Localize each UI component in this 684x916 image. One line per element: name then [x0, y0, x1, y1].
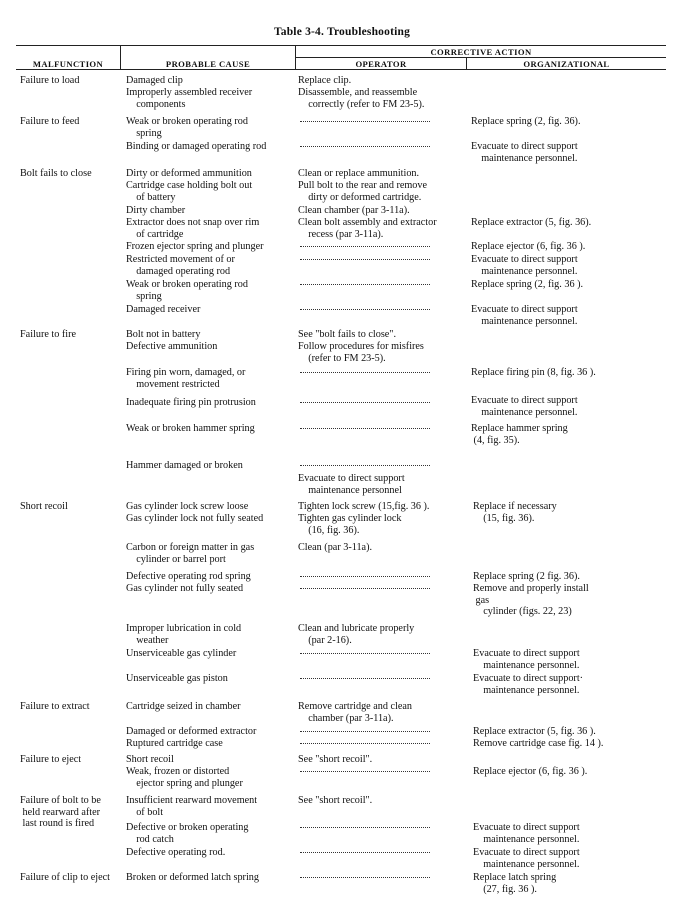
malfunction-cell: Short recoil: [20, 501, 68, 512]
malfunction-cell: Failure to feed: [20, 116, 80, 127]
malfunction-cell: Failure to extract: [20, 701, 90, 712]
operator-leader: [300, 877, 430, 878]
cause-cell: Defective or broken operating rod catch: [126, 822, 249, 845]
operator-cell: Replace clip.: [298, 75, 352, 86]
cause-cell: Firing pin worn, damaged, or movement restricted: [126, 367, 246, 390]
cause-cell: Inadequate firing pin protrusion: [126, 397, 256, 408]
operator-leader: [300, 121, 430, 122]
cause-cell: Weak or broken hammer spring: [126, 423, 255, 434]
cause-cell: Bolt not in battery: [126, 329, 201, 340]
organizational-cell: Evacuate to direct support maintenance personnel.: [471, 304, 578, 327]
operator-cell: Clean and lubricate properly (par 2-16).: [298, 623, 415, 646]
organizational-cell: Evacuate to direct support maintenance personnel.: [473, 822, 580, 845]
cause-cell: Improper lubrication in cold weather: [126, 623, 242, 646]
operator-leader: [300, 852, 430, 853]
organizational-cell: Evacuate to direct support maintenance personnel.: [471, 141, 578, 164]
cause-cell: Dirty chamber: [126, 205, 186, 216]
operator-cell: Follow procedures for misfires (refer to FM 23-5).: [298, 341, 424, 364]
operator-cell: Clean (par 3-11a).: [298, 542, 373, 553]
organizational-cell: Replace ejector (6, fig. 36 ).: [473, 766, 588, 777]
malfunction-cell: Bolt fails to close: [20, 168, 92, 179]
cause-cell: Cartridge case holding bolt out of battery: [126, 180, 253, 203]
cause-cell: Broken or deformed latch spring: [126, 872, 259, 883]
organizational-cell: Replace extractor (5, fig. 36).: [471, 217, 592, 228]
operator-cell: Tighten lock screw (15,fig. 36 ).: [298, 501, 430, 512]
operator-leader: [300, 588, 430, 589]
operator-leader: [300, 678, 430, 679]
organizational-cell: Evacuate to direct support maintenance personnel.: [473, 648, 580, 671]
cause-cell: Extractor does not snap over rim of cartridge: [126, 217, 260, 240]
malfunction-cell: Failure of clip to eject: [20, 872, 110, 883]
organizational-cell: Evacuate to direct support maintenance personnel.: [471, 254, 578, 277]
header-top-rule: [16, 45, 666, 46]
cause-cell: Short recoil: [126, 754, 174, 765]
operator-leader: [300, 653, 430, 654]
cause-cell: Frozen ejector spring and plunger: [126, 241, 264, 252]
malfunction-cell: Failure to load: [20, 75, 80, 86]
operator-leader: [300, 259, 430, 260]
operator-cell: See "short recoil".: [298, 754, 373, 765]
organizational-cell: Replace latch spring (27, fig. 36 ).: [473, 872, 557, 895]
header-bottom-rule: [16, 69, 666, 70]
cause-cell: Hammer damaged or broken: [126, 460, 243, 471]
operator-cell: Clean chamber (par 3-11a).: [298, 205, 410, 216]
cause-cell: Dirty or deformed ammunition: [126, 168, 252, 179]
operator-cell: Clean bolt assembly and extractor recess (par 3-11a).: [298, 217, 437, 240]
cause-cell: Weak or broken operating rod spring: [126, 279, 248, 302]
operator-leader: [300, 743, 430, 744]
organizational-cell: Replace spring (2 fig. 36).: [473, 571, 580, 582]
operator-leader: [300, 771, 430, 772]
cause-cell: Gas cylinder lock screw loose: [126, 501, 249, 512]
operator-leader: [300, 402, 430, 403]
operator-cell: Clean or replace ammunition.: [298, 168, 420, 179]
operator-leader: [300, 576, 430, 577]
header-corrective-action: CORRECTIVE ACTION: [430, 47, 532, 57]
operator-leader: [300, 428, 430, 429]
operator-cell: Tighten gas cylinder lock (16, fig. 36).: [298, 513, 402, 536]
organizational-cell: Remove cartridge case fig. 14 ).: [473, 738, 604, 749]
organizational-cell: Replace spring (2, fig. 36).: [471, 116, 581, 127]
cause-cell: Unserviceable gas piston: [126, 673, 228, 684]
malfunction-cell: Failure to fire: [20, 329, 77, 340]
cause-cell: Defective operating rod spring: [126, 571, 251, 582]
cause-cell: Damaged or deformed extractor: [126, 726, 257, 737]
header-organizational: ORGANIZATIONAL: [523, 59, 610, 69]
cause-cell: Gas cylinder not fully seated: [126, 583, 244, 594]
operator-cell: Remove cartridge and clean chamber (par 3-11a).: [298, 701, 412, 724]
organizational-cell: Replace firing pin (8, fig. 36 ).: [471, 367, 596, 378]
operator-leader: [300, 309, 430, 310]
operator-leader: [300, 731, 430, 732]
operator-cell: Evacuate to direct support maintenance personnel: [298, 473, 405, 496]
operator-cell: Pull bolt to the rear and remove dirty or deformed cartridge.: [298, 180, 428, 203]
organizational-cell: Remove and properly install gas cylinder (figs. 22, 23): [473, 583, 589, 618]
cause-cell: Insufficient rearward movement of bolt: [126, 795, 258, 818]
cause-cell: Carbon or foreign matter in gas cylinder or barrel port: [126, 542, 255, 565]
cause-cell: Weak, frozen or distorted ejector spring and plunger: [126, 766, 243, 789]
organizational-cell: Replace extractor (5, fig. 36 ).: [473, 726, 596, 737]
organizational-cell: Evacuate to direct support maintenance personnel.: [473, 847, 580, 870]
cause-cell: Cartridge seized in chamber: [126, 701, 241, 712]
header-operator: OPERATOR: [355, 59, 407, 69]
malfunction-cell: Failure to eject: [20, 754, 82, 765]
cause-cell: Defective operating rod.: [126, 847, 226, 858]
organizational-cell: Replace if necessary (15, fig. 36).: [473, 501, 557, 524]
operator-leader: [300, 246, 430, 247]
header-probable-cause: PROBABLE CAUSE: [165, 59, 251, 69]
organizational-cell: Evacuate to direct support· maintenance personnel.: [473, 673, 584, 696]
cause-cell: Damaged receiver: [126, 304, 201, 315]
cause-cell: Improperly assembled receiver components: [126, 87, 253, 110]
operator-cell: Disassemble, and reassemble correctly (refer to FM 23-5).: [298, 87, 425, 110]
cause-cell: Damaged clip: [126, 75, 183, 86]
organizational-cell: Replace spring (2, fig. 36 ).: [471, 279, 584, 290]
operator-leader: [300, 372, 430, 373]
cause-cell: Binding or damaged operating rod: [126, 141, 267, 152]
cause-cell: Gas cylinder lock not fully seated: [126, 513, 264, 524]
operator-leader: [300, 827, 430, 828]
organizational-cell: Evacuate to direct support maintenance personnel.: [471, 395, 578, 418]
cause-cell: Weak or broken operating rod spring: [126, 116, 248, 139]
organizational-cell: Replace hammer spring (4, fig. 35).: [471, 423, 568, 446]
corrective-action-rule: [295, 57, 666, 58]
malfunction-cell: Failure of bolt to be held rearward after last round is fired: [20, 795, 101, 830]
operator-cell: See "bolt fails to close".: [298, 329, 397, 340]
cause-cell: Defective ammunition: [126, 341, 218, 352]
header-malfunction: MALFUNCTION: [32, 59, 104, 69]
operator-leader: [300, 284, 430, 285]
operator-leader: [300, 465, 430, 466]
operator-leader: [300, 146, 430, 147]
cause-cell: Restricted movement of or damaged operating rod: [126, 254, 235, 277]
cause-cell: Ruptured cartridge case: [126, 738, 223, 749]
operator-cell: See "short recoil".: [298, 795, 373, 806]
cause-cell: Unserviceable gas cylinder: [126, 648, 237, 659]
table-title: Table 3-4. Troubleshooting: [273, 26, 411, 38]
organizational-cell: Replace ejector (6, fig. 36 ).: [471, 241, 586, 252]
